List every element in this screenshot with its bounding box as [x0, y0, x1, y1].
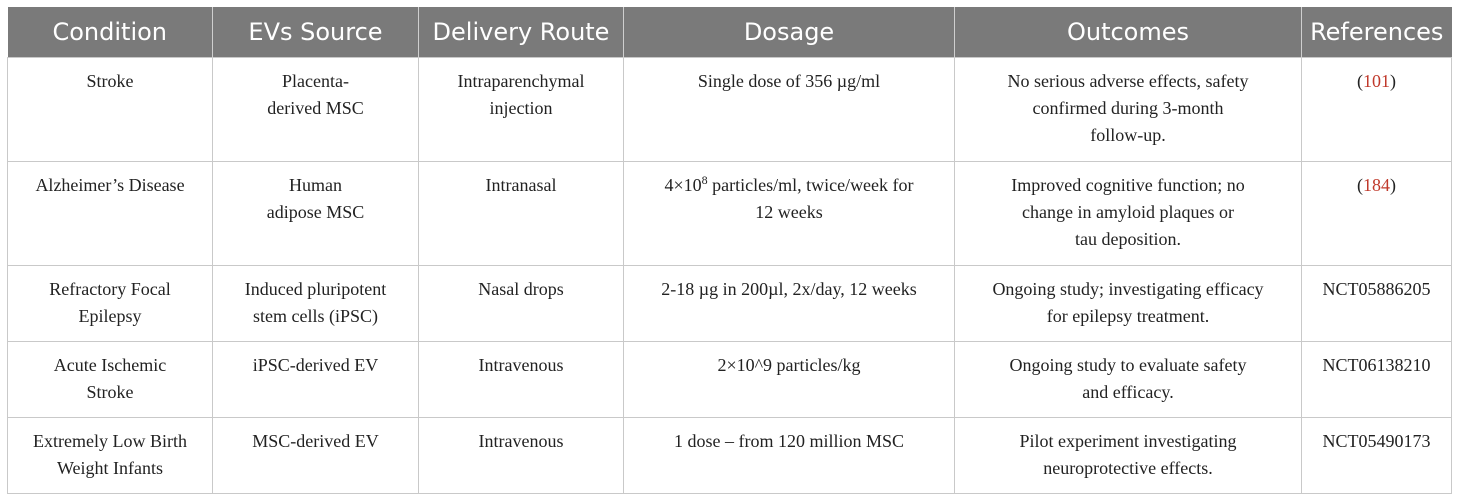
- ref-paren-open: (: [1357, 175, 1363, 195]
- dosage-line: 12 weeks: [755, 202, 823, 222]
- reference-link[interactable]: 184: [1363, 175, 1390, 195]
- route-text: Intravenous: [478, 355, 564, 375]
- outcomes-line: Improved cognitive function; no: [1011, 175, 1245, 195]
- cell-dosage: [624, 58, 955, 162]
- cell-reference: [1302, 162, 1452, 266]
- outcomes-line: for epilepsy treatment.: [1046, 306, 1210, 326]
- table-row: [8, 342, 1452, 418]
- route-line: Intraparenchymal: [457, 71, 585, 91]
- cell-condition: [8, 58, 213, 162]
- route-line: injection: [489, 98, 553, 118]
- outcomes-line: Ongoing study; investigating efficacy: [992, 279, 1264, 299]
- outcomes-line: Ongoing study to evaluate safety: [1009, 355, 1247, 375]
- outcomes-line: tau deposition.: [1075, 229, 1181, 249]
- dosage-base: 4×10: [664, 175, 702, 195]
- condition-text: Stroke: [86, 71, 134, 91]
- route-text: Intravenous: [478, 431, 564, 451]
- condition-text: Alzheimer’s Disease: [35, 175, 185, 195]
- cell-route: [419, 162, 624, 266]
- header-outcomes: Outcomes: [955, 7, 1302, 58]
- source-text: MSC-derived EV: [252, 431, 379, 451]
- cell-reference: [1302, 58, 1452, 162]
- reference-id: NCT05886205: [1322, 279, 1431, 299]
- condition-line: Epilepsy: [78, 306, 142, 326]
- cell-route: [419, 342, 624, 418]
- header-references: References: [1302, 7, 1452, 58]
- reference-id: NCT05490173: [1322, 431, 1431, 451]
- cell-outcomes: [955, 58, 1302, 162]
- source-line: Induced pluripotent: [244, 279, 387, 299]
- route-text: Intranasal: [485, 175, 557, 195]
- cell-dosage: [624, 162, 955, 266]
- header-evs-source: EVs Source: [213, 7, 419, 58]
- cell-source: [213, 58, 419, 162]
- ref-paren-close: ): [1390, 71, 1396, 91]
- cell-condition: [8, 418, 213, 494]
- route-text: Nasal drops: [478, 279, 564, 299]
- cell-reference: [1302, 342, 1452, 418]
- cell-condition: [8, 342, 213, 418]
- clinical-trials-table: [7, 7, 1452, 494]
- ref-paren-open: (: [1357, 71, 1363, 91]
- cell-outcomes: [955, 342, 1302, 418]
- cell-route: [419, 266, 624, 342]
- condition-line: Stroke: [86, 382, 134, 402]
- outcomes-line: Pilot experiment investigating: [1019, 431, 1237, 451]
- condition-line: Acute Ischemic: [53, 355, 167, 375]
- cell-condition: [8, 162, 213, 266]
- source-line: Placenta-: [282, 71, 349, 91]
- cell-reference: [1302, 266, 1452, 342]
- table-row: [8, 266, 1452, 342]
- dosage-text: 2-18 µg in 200µl, 2x/day, 12 weeks: [661, 279, 917, 299]
- outcomes-line: and efficacy.: [1082, 382, 1174, 402]
- dosage-text: Single dose of 356 µg/ml: [697, 71, 881, 91]
- dosage-rest: particles/ml, twice/week for: [707, 175, 914, 195]
- source-line: stem cells (iPSC): [253, 306, 378, 326]
- outcomes-line: follow-up.: [1090, 125, 1166, 145]
- cell-route: [419, 58, 624, 162]
- dosage-text: 1 dose – from 120 million MSC: [673, 431, 904, 451]
- header-row: [8, 7, 1452, 58]
- outcomes-line: neuroprotective effects.: [1043, 458, 1213, 478]
- source-line: derived MSC: [267, 98, 364, 118]
- cell-reference: [1302, 418, 1452, 494]
- cell-outcomes: [955, 418, 1302, 494]
- source-line: Human: [289, 175, 342, 195]
- outcomes-line: No serious adverse effects, safety: [1007, 71, 1249, 91]
- cell-dosage: [624, 342, 955, 418]
- cell-dosage: [624, 418, 955, 494]
- cell-dosage: [624, 266, 955, 342]
- dosage-exponent: 8: [701, 173, 708, 187]
- cell-route: [419, 418, 624, 494]
- source-line: adipose MSC: [266, 202, 365, 222]
- header-delivery-route: Delivery Route: [419, 7, 624, 58]
- outcomes-line: change in amyloid plaques or: [1022, 202, 1234, 222]
- cell-source: [213, 266, 419, 342]
- table-row: [8, 162, 1452, 266]
- dosage-text: 2×10^9 particles/kg: [717, 355, 861, 375]
- reference-id: NCT06138210: [1322, 355, 1431, 375]
- ref-paren-close: ): [1390, 175, 1396, 195]
- header-condition: Condition: [8, 7, 213, 58]
- outcomes-line: confirmed during 3-month: [1032, 98, 1224, 118]
- cell-source: [213, 342, 419, 418]
- cell-outcomes: [955, 162, 1302, 266]
- table-row: [8, 58, 1452, 162]
- header-dosage: Dosage: [624, 7, 955, 58]
- condition-line: Extremely Low Birth: [33, 431, 187, 451]
- cell-outcomes: [955, 266, 1302, 342]
- cell-source: [213, 418, 419, 494]
- condition-line: Refractory Focal: [49, 279, 171, 299]
- cell-condition: [8, 266, 213, 342]
- reference-link[interactable]: 101: [1363, 71, 1390, 91]
- condition-line: Weight Infants: [56, 458, 164, 478]
- table-row: [8, 418, 1452, 494]
- cell-source: [213, 162, 419, 266]
- source-text: iPSC-derived EV: [252, 355, 379, 375]
